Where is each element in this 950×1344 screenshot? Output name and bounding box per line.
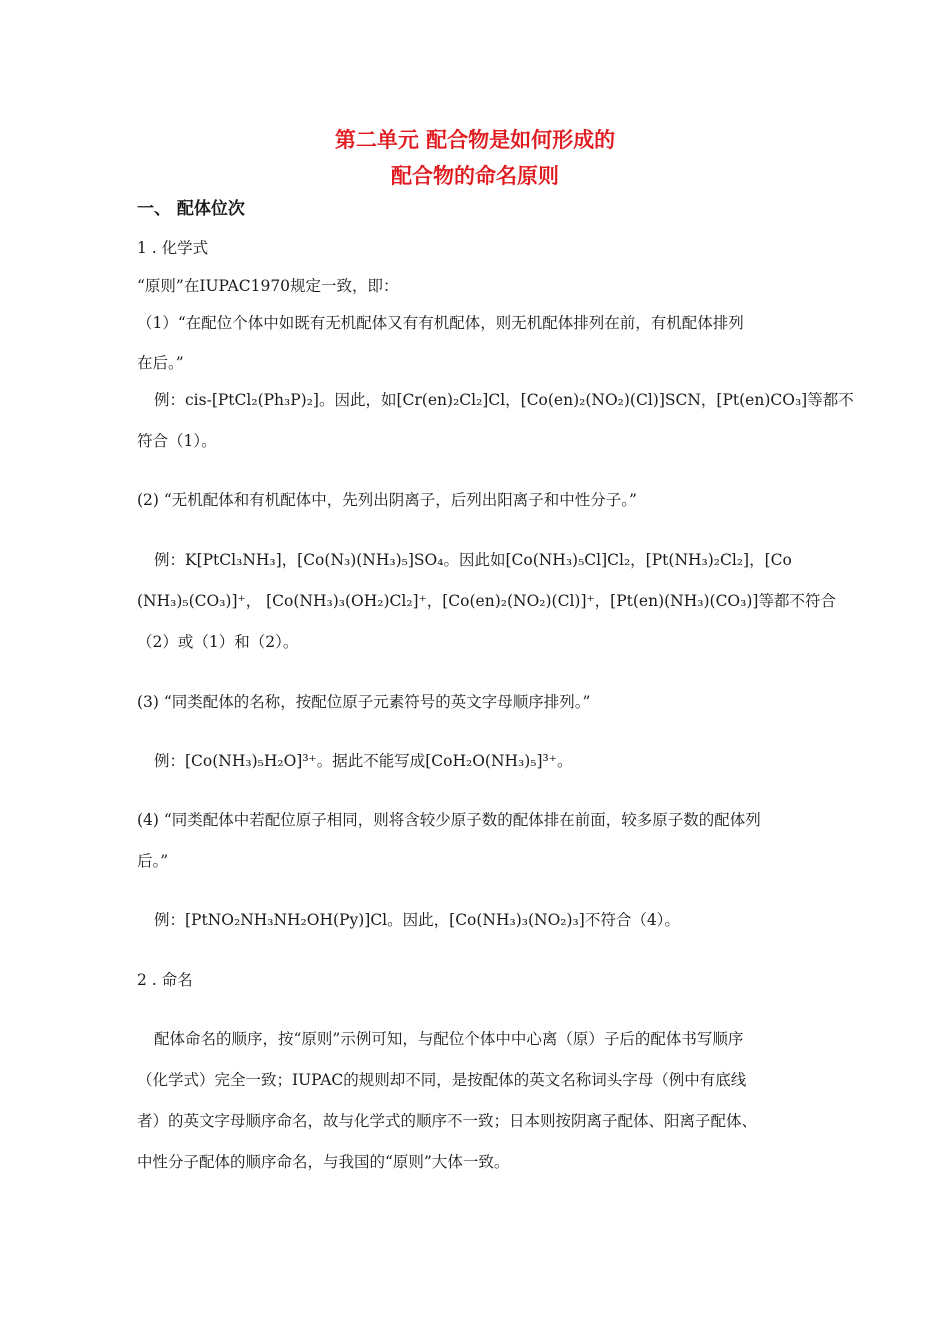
subsection-naming: 2 . 命名: [137, 971, 193, 989]
rule-3: (3) “同类配体的名称，按配位原子元素符号的英文字母顺序排列。”: [137, 693, 591, 711]
example-1-line-2: 符合（1）。: [137, 432, 217, 450]
rule-1-line-1: （1）“在配位个体中如既有无机配体又有有机配体，则无机配体排列在前，有机配体排列: [137, 314, 744, 332]
example-1-line-1: 例：cis-[PtCl₂(Ph₃P)₂]。因此，如[Cr(en)₂Cl₂]Cl，[Co(en)₂(NO₂)(Cl)]SCN，[Pt(en)CO₃]等都不: [154, 391, 854, 409]
rule-2: (2) “无机配体和有机配体中，先列出阴离子，后列出阳离子和中性分子。”: [137, 491, 637, 509]
document-subtitle: 配合物的命名原则: [391, 163, 559, 188]
naming-paragraph-line-3: 者）的英文字母顺序命名，故与化学式的顺序不一致；日本则按阴离子配体、阳离子配体、: [137, 1112, 758, 1130]
document-title: 第二单元 配合物是如何形成的: [334, 127, 616, 152]
example-2-line-1: 例：K[PtCl₃NH₃]，[Co(N₃)(NH₃)₅]SO₄。因此如[Co(NH₃)₅Cl]Cl₂，[Pt(NH₃)₂Cl₂]，[Co: [154, 551, 792, 569]
example-2-line-3: （2）或（1）和（2）。: [137, 633, 299, 651]
rule-1-line-2: 在后。”: [137, 354, 184, 372]
naming-paragraph-line-2: （化学式）完全一致；IUPAC的规则却不同，是按配体的英文名称词头字母（例中有底线: [137, 1071, 747, 1089]
example-2-line-2: (NH₃)₅(CO₃)]⁺， [Co(NH₃)₃(OH₂)Cl₂]⁺，[Co(en)₂(NO₂)(Cl)]⁺，[Pt(en)(NH₃)(CO₃)]等都不符合: [137, 592, 836, 610]
rule-4-line-2: 后。”: [137, 852, 169, 870]
naming-paragraph-line-4: 中性分子配体的顺序命名，与我国的“原则”大体一致。: [137, 1153, 510, 1171]
intro-paragraph: “原则”在IUPAC1970规定一致，即：: [137, 277, 399, 295]
rule-4-line-1: (4) “同类配体中若配位原子相同，则将含较少原子数的配体排在前面，较多原子数的配体列: [137, 811, 761, 829]
subsection-chemical-formula: 1 . 化学式: [137, 239, 209, 257]
example-3: 例：[Co(NH₃)₅H₂O]³⁺。据此不能写成[CoH₂O(NH₃)₅]³⁺。: [154, 752, 573, 770]
example-4: 例：[PtNO₂NH₃NH₂OH(Py)]Cl。因此，[Co(NH₃)₃(NO₂)₃]不符合（4）。: [154, 911, 680, 929]
naming-paragraph-line-1: 配体命名的顺序，按“原则”示例可知，与配位个体中中心离（原）子后的配体书写顺序: [154, 1030, 744, 1048]
section-heading: 一、 配体位次: [137, 199, 245, 219]
